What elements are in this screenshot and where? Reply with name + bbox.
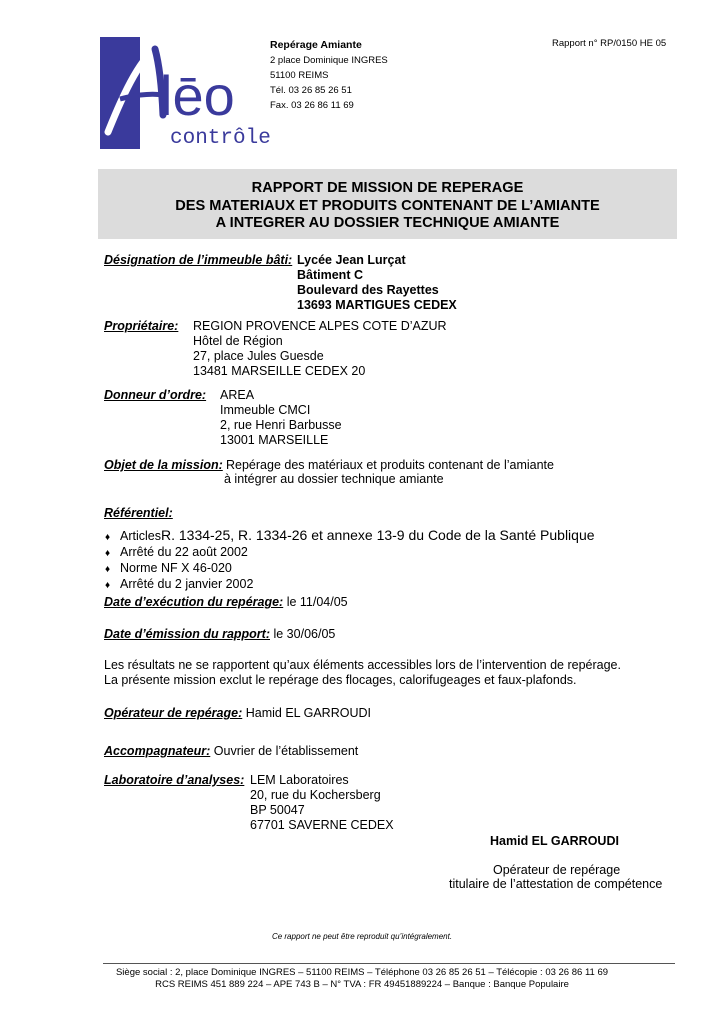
company-address1: 2 place Dominique INGRES [270,55,388,66]
date-emission-value: le 30/06/05 [273,627,336,641]
designation-line: Bâtiment C [297,268,363,282]
title-line-3: A INTEGRER AU DOSSIER TECHNIQUE AMIANTE [215,215,560,231]
laboratoire-value [250,773,394,833]
aleo-controle-logo-icon [100,37,271,150]
svg-text:lēo: lēo [160,64,235,127]
donneur-line: 13001 MARSEILLE [220,433,329,447]
proprietaire-line: 27, place Jules Guesde [193,349,324,363]
date-execution [104,595,348,610]
proprietaire-line: Hôtel de Région [193,334,283,348]
company-fax: Fax. 03 26 86 11 69 [270,100,354,111]
signature-role-1: Opérateur de repérage [493,863,621,877]
donneur-line: Immeuble CMCI [220,403,311,417]
report-reference: Rapport n° RP/0150 HE 05 [552,38,667,49]
laboratoire-line: BP 50047 [250,803,305,817]
date-execution-label: Date d’exécution du repérage: [104,595,284,609]
referentiel-label: Référentiel: [104,506,173,520]
donneur-line: 2, rue Henri Barbusse [220,418,342,432]
footer-line-2: RCS REIMS 451 889 224 – APE 743 B – N° TVA : FR 49451889224 – Banque : Banque Populaire [155,979,569,990]
laboratoire-label: Laboratoire d’analyses: [104,773,245,787]
accompagnateur-label: Accompagnateur: [104,744,211,758]
signature-role-2: titulaire de l’attestation de compétence [449,877,663,891]
list-item: ♦ Articles R. 1334-25, R. 1334-26 et annexe 13-9 du Code de la Santé Publique [105,527,595,543]
resultats-paragraph [104,658,621,688]
laboratoire-line: 20, rue du Kochersberg [250,788,381,802]
date-emission-label: Date d’émission du rapport: [104,627,270,641]
resultats-line-1: Les résultats ne se rapportent qu’aux éléments accessibles lors de l’intervention de repérage. [104,658,621,672]
objet-line-2: à intégrer au dossier technique amiante [224,472,444,486]
company-address2: 51100 REIMS [270,70,329,81]
designation-line: Boulevard des Rayettes [297,283,439,297]
resultats-line-2: La présente mission exclut le repérage des flocages, calorifugeages et faux-plafonds. [104,673,577,687]
proprietaire-value [193,319,447,379]
proprietaire-label: Propriétaire: [104,319,179,333]
signature-name: Hamid EL GARROUDI [490,834,619,848]
svg-text:contrôle: contrôle [170,127,271,150]
company-tel: Tél. 03 26 85 26 51 [270,85,352,96]
donneur-label: Donneur d’ordre: [104,388,207,402]
footer-line-1: Siège social : 2, place Dominique INGRES – 51100 REIMS – Téléphone 03 26 85 26 51 – Télécopie : 03 26 86 11 69 [115,967,609,978]
diamond-bullet-icon: ♦ [105,564,111,575]
report-title-box [98,169,677,239]
accompagnateur [104,744,358,759]
company-contact-block [270,38,388,113]
title-line-1: RAPPORT DE MISSION DE REPERAGE [251,180,524,196]
operateur-value: Hamid EL GARROUDI [245,706,371,720]
laboratoire-line: 67701 SAVERNE CEDEX [250,818,394,832]
footer [0,967,724,991]
footer-divider [103,963,675,964]
donneur-value [220,388,342,448]
accompagnateur-value: Ouvrier de l’établissement [213,744,359,758]
date-emission [104,627,335,642]
designation-label: Désignation de l’immeuble bâti: [104,253,293,267]
company-title: Repérage Amiante [270,39,362,51]
title-line-2: DES MATERIAUX ET PRODUITS CONTENANT DE L’AMIANTE [175,197,600,214]
objet-value [226,458,554,473]
laboratoire-line: LEM Laboratoires [250,773,349,787]
operateur-label: Opérateur de repérage: [104,706,243,720]
operateur [104,706,371,721]
referentiel-list [105,528,595,593]
diamond-bullet-icon: ♦ [105,548,111,559]
diamond-bullet-icon: ♦ [105,532,111,543]
donneur-line: AREA [220,388,255,402]
date-execution-value: le 11/04/05 [286,595,348,609]
designation-value [297,253,457,313]
diamond-bullet-icon: ♦ [105,580,111,591]
objet-label: Objet de la mission: [104,458,223,472]
list-item: ♦ Arrêté du 2 janvier 2002 [105,577,254,591]
proprietaire-line: 13481 MARSEILLE CEDEX 20 [193,364,366,378]
designation-line: 13693 MARTIGUES CEDEX [297,298,457,312]
proprietaire-line: REGION PROVENCE ALPES COTE D’AZUR [193,319,447,333]
reproduction-note: Ce rapport ne peut être reproduit qu’intégralement. [271,932,453,941]
list-item: ♦ Arrêté du 22 août 2002 [105,545,248,559]
objet-line-1: Repérage des matériaux et produits contenant de l’amiante [226,458,554,472]
list-item: ♦ Norme NF X 46-020 [105,561,232,575]
designation-line: Lycée Jean Lurçat [297,253,406,267]
